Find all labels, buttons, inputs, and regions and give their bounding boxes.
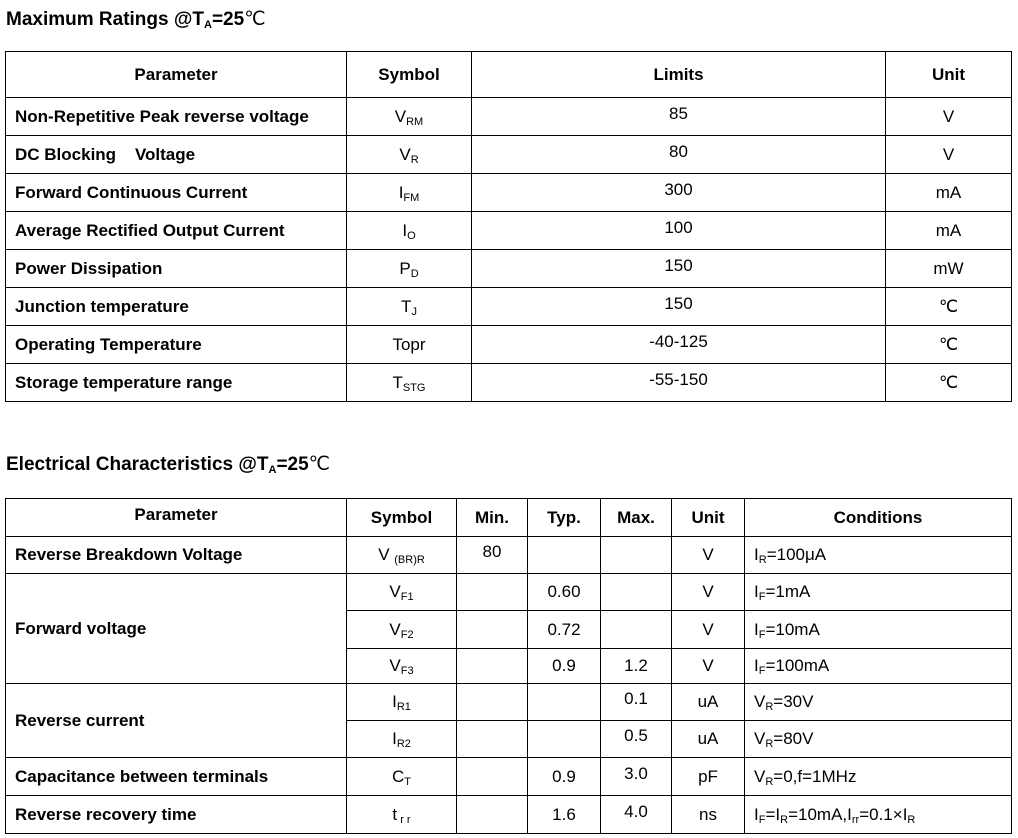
max-value: 3.0 [624,763,648,783]
unit-cell: ℃ [886,326,1012,364]
unit-cell: V [886,136,1012,174]
symbol-cell [347,649,457,684]
header-symbol: Symbol [347,499,457,537]
typ-cell [528,574,601,611]
max-value: 0.1 [624,689,648,708]
table-header-row [6,499,1012,537]
max-cell [601,649,672,684]
conditions-cell [745,758,1012,796]
symbol-subscript: D [410,267,419,280]
symbol-cell [347,574,457,611]
limit-value: 150 [664,293,693,313]
symbol-text: I [402,220,408,240]
table-row [6,758,1012,796]
condition-part: R [907,813,916,826]
symbol-cell [347,174,472,212]
limit-value: -40-125 [649,331,708,351]
electrical-table [5,498,1012,834]
header-conditions: Conditions [745,499,1012,537]
limit-cell [472,212,886,250]
unit-cell: mA [886,174,1012,212]
table-row [6,326,1012,364]
symbol-cell [347,212,472,250]
symbol-subscript: F3 [400,665,414,677]
unit-cell: V [672,574,745,611]
table-row [6,250,1012,288]
limit-cell [472,288,886,326]
typ-value: 0.72 [547,619,581,639]
condition-part: =0,f=1MHz [773,766,857,786]
header-parameter: Parameter [6,52,347,98]
typ-value: 0.9 [552,656,576,675]
table-row [6,537,1012,574]
table-row [6,288,1012,326]
condition-part: =0.1×I [859,804,908,824]
condition-part: =1mA [765,582,811,601]
parameter-cell: DC Blocking Voltage [6,136,347,174]
symbol-cell [347,684,457,721]
limit-cell [472,250,886,288]
symbol-cell [347,98,472,136]
min-cell [457,758,528,796]
table-row [6,212,1012,250]
condition-part: F [758,665,766,677]
condition-part: F [758,813,766,826]
parameter-cell: Capacitance between terminals [6,758,347,796]
limit-cell [472,326,886,364]
symbol-text: V [389,656,401,675]
limit-value: -55-150 [649,369,708,389]
condition-part: I [754,619,759,639]
condition-part: =100mA [765,656,830,675]
min-cell [457,537,528,574]
parameter-cell: Reverse Breakdown Voltage [6,537,347,574]
min-cell [457,649,528,684]
condition-part: =80V [773,729,814,748]
symbol-cell [347,796,457,834]
symbol-cell [347,250,472,288]
symbol-text: V [394,106,407,126]
symbol-cell [347,288,472,326]
min-cell [457,684,528,721]
parameter-cell: Reverse current [6,684,347,758]
condition-part: V [754,729,766,748]
limit-value: 100 [664,217,693,237]
symbol-text: I [398,182,404,202]
condition-part: =10mA,I [788,804,852,824]
table-row [6,136,1012,174]
symbol-text: t [392,804,398,824]
max-cell [601,758,672,796]
min-cell [457,574,528,611]
symbol-subscript: R [410,153,419,166]
unit-cell: pF [672,758,745,796]
table-row [6,364,1012,402]
condition-part: =100μA [766,545,827,564]
symbol-cell [347,721,457,758]
max-ratings-table [5,51,1012,402]
condition-part: R [765,775,774,788]
symbol-text: V [389,619,401,639]
limit-value: 85 [669,103,688,123]
limit-cell [472,364,886,402]
parameter-cell: Reverse recovery time [6,796,347,834]
unit-cell: V [672,649,745,684]
conditions-cell [745,537,1012,574]
max-value: 4.0 [624,801,648,821]
symbol-cell [347,537,457,574]
parameter-cell: Forward Continuous Current [6,174,347,212]
symbol-cell [347,758,457,796]
symbol-subscript: FM [403,191,420,204]
condition-part: I [754,545,759,564]
typ-cell [528,537,601,574]
symbol-text: T [392,372,403,392]
parameter-cell: Non-Repetitive Peak reverse voltage [6,98,347,136]
symbol-cell [347,136,472,174]
condition-part: R [765,701,774,713]
symbol-subscript: F2 [400,628,414,641]
unit-cell: ns [672,796,745,834]
max-value: 0.5 [624,726,648,745]
typ-value: 0.60 [547,582,581,601]
parameter-cell: Junction temperature [6,288,347,326]
max-cell [601,574,672,611]
limit-cell [472,174,886,212]
condition-part: F [758,591,766,603]
typ-cell [528,649,601,684]
max-ratings-title: Maximum Ratings $@T_A=25℃$ [6,9,266,31]
symbol-text: Topr [392,334,426,354]
unit-cell: uA [672,721,745,758]
symbol-cell [347,611,457,649]
condition-part: R [758,554,767,566]
unit-cell: V [672,537,745,574]
min-cell [457,721,528,758]
max-cell [601,796,672,834]
max-cell [601,721,672,758]
symbol-text: V [389,582,401,601]
unit-cell: ℃ [886,288,1012,326]
symbol-text: V [378,545,395,564]
symbol-subscript: T [404,775,411,788]
limit-value: 80 [669,141,688,161]
typ-cell [528,758,601,796]
condition-part: F [758,628,766,641]
conditions-cell [745,611,1012,649]
typ-value: 0.9 [552,766,576,786]
symbol-subscript: O [407,229,416,242]
header-min: Min. [457,499,528,537]
min-cell [457,796,528,834]
symbol-subscript: (BR)R [394,554,425,566]
limit-value: 300 [664,179,693,199]
condition-part: =I [765,804,781,824]
symbol-cell [347,326,472,364]
min-cell [457,611,528,649]
header-parameter: Parameter [6,499,347,537]
table-row [6,796,1012,834]
parameter-cell: Power Dissipation [6,250,347,288]
table-row [6,574,1012,611]
parameter-cell: Operating Temperature [6,326,347,364]
symbol-subscript: R2 [396,738,411,750]
max-cell [601,611,672,649]
typ-value: 1.6 [552,804,576,824]
unit-cell: mA [886,212,1012,250]
header-typ: Typ. [528,499,601,537]
typ-cell [528,684,601,721]
max-value: 1.2 [624,656,648,675]
condition-part: V [754,692,766,711]
conditions-cell [745,721,1012,758]
symbol-text: V [399,144,411,164]
parameter-cell: Average Rectified Output Current [6,212,347,250]
condition-part: I [754,582,759,601]
condition-part: =10mA [765,619,820,639]
symbol-subscript: R1 [396,701,411,713]
table-row [6,684,1012,721]
table-header-row [6,52,1012,98]
symbol-subscript: RM [406,115,424,128]
limit-value: 150 [664,255,693,275]
symbol-subscript: F1 [400,591,414,603]
table-row [6,98,1012,136]
symbol-text: P [399,258,411,278]
parameter-cell: Storage temperature range [6,364,347,402]
unit-cell: mW [886,250,1012,288]
limit-cell [472,136,886,174]
max-cell [601,537,672,574]
limit-cell [472,98,886,136]
max-cell [601,684,672,721]
header-symbol: Symbol [347,52,472,98]
condition-part: rr [851,813,860,826]
min-value: 80 [482,542,502,561]
condition-part: V [754,766,766,786]
conditions-cell [745,649,1012,684]
parameter-cell: Forward voltage [6,574,347,684]
condition-part: R [765,738,774,750]
symbol-subscript: STG [402,381,426,394]
symbol-cell [347,364,472,402]
typ-cell [528,796,601,834]
condition-part: I [754,804,759,824]
unit-cell: V [886,98,1012,136]
unit-cell: V [672,611,745,649]
unit-cell: ℃ [886,364,1012,402]
electrical-title: Electrical Characteristics $@T_A=25℃$ [6,454,331,476]
symbol-text: I [392,729,397,748]
conditions-cell [745,574,1012,611]
header-limits: Limits [472,52,886,98]
unit-cell: uA [672,684,745,721]
symbol-subscript: r r [397,813,411,826]
condition-part: I [754,656,759,675]
symbol-text: C [391,766,405,786]
header-max: Max. [601,499,672,537]
condition-part: =30V [773,692,814,711]
table-row [6,174,1012,212]
symbol-subscript: J [411,305,417,318]
typ-cell [528,611,601,649]
conditions-cell [745,796,1012,834]
condition-part: R [780,813,789,826]
conditions-cell [745,684,1012,721]
typ-cell [528,721,601,758]
symbol-text: T [401,296,412,316]
symbol-text: I [392,692,397,711]
header-unit: Unit [672,499,745,537]
header-unit: Unit [886,52,1012,98]
